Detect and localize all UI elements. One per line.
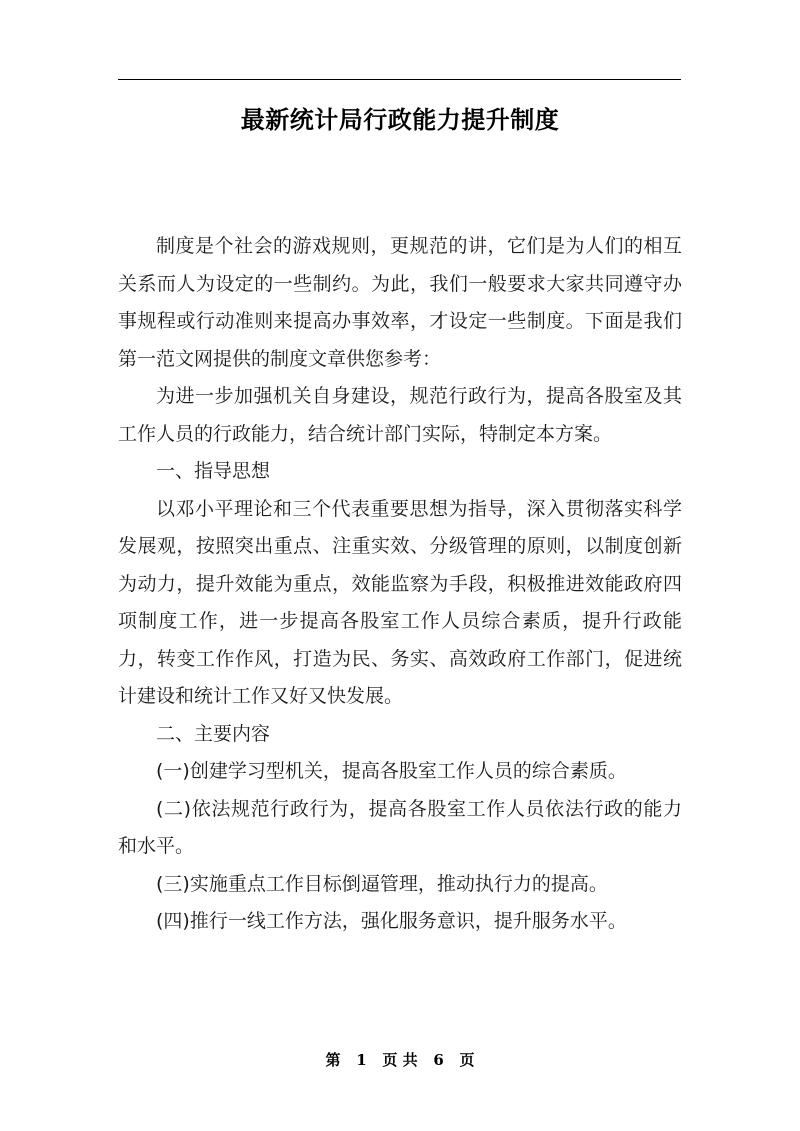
page-footer (0, 1049, 800, 1070)
footer-middle: 页 共 (382, 1051, 418, 1069)
list-item-4: (四)推行一线工作方法，强化服务意识，提升服务水平。 (156, 910, 627, 932)
section-heading-guiding-ideology: 一、指导思想 (156, 460, 271, 482)
footer-prefix: 第 (325, 1051, 341, 1069)
document-body (118, 228, 682, 941)
paragraph-purpose: 为进一步加强机关自身建设，规范行政行为，提高各股室及其工作人员的行政能力，结合统计部门实际，特制定本方案。 (118, 385, 682, 445)
footer-suffix: 页 (459, 1051, 475, 1069)
list-item-3: (三)实施重点工作目标倒逼管理，推动执行力的提高。 (156, 872, 608, 895)
footer-total-pages: 6 (433, 1051, 444, 1069)
header-rule (118, 79, 681, 80)
list-item-1: (一)创建学习型机关，提高各股室工作人员的综合素质。 (156, 760, 627, 782)
document-title: 最新统计局行政能力提升制度 (240, 106, 560, 134)
footer-current-page: 1 (356, 1051, 367, 1069)
list-item-2: (二)依法规范行政行为，提高各股室工作人员依法行政的能力和水平。 (118, 797, 682, 857)
section-heading-main-content: 二、主要内容 (156, 722, 271, 745)
paragraph-intro: 制度是个社会的游戏规则，更规范的讲，它们是为人们的相互关系而人为设定的一些制约。为此，我们一般要求大家共同遵守办事规程或行动准则来提高办事效率，才设定一些制度。下面是我们第一范文网提供的制度文章供您参考： (118, 235, 682, 370)
paragraph-guiding-ideology: 以邓小平理论和三个代表重要思想为指导，深入贯彻落实科学发展观，按照突出重点、注重实效、分级管理的原则，以制度创新为动力，提升效能为重点，效能监察为手段，积极推进效能政府四项制度工作，进一步提高各股室工作人员综合素质，提升行政能力，转变工作作风，打造为民、务实、高效政府工作部门，促进统计建设和统计工作又好又快发展。 (118, 497, 682, 707)
